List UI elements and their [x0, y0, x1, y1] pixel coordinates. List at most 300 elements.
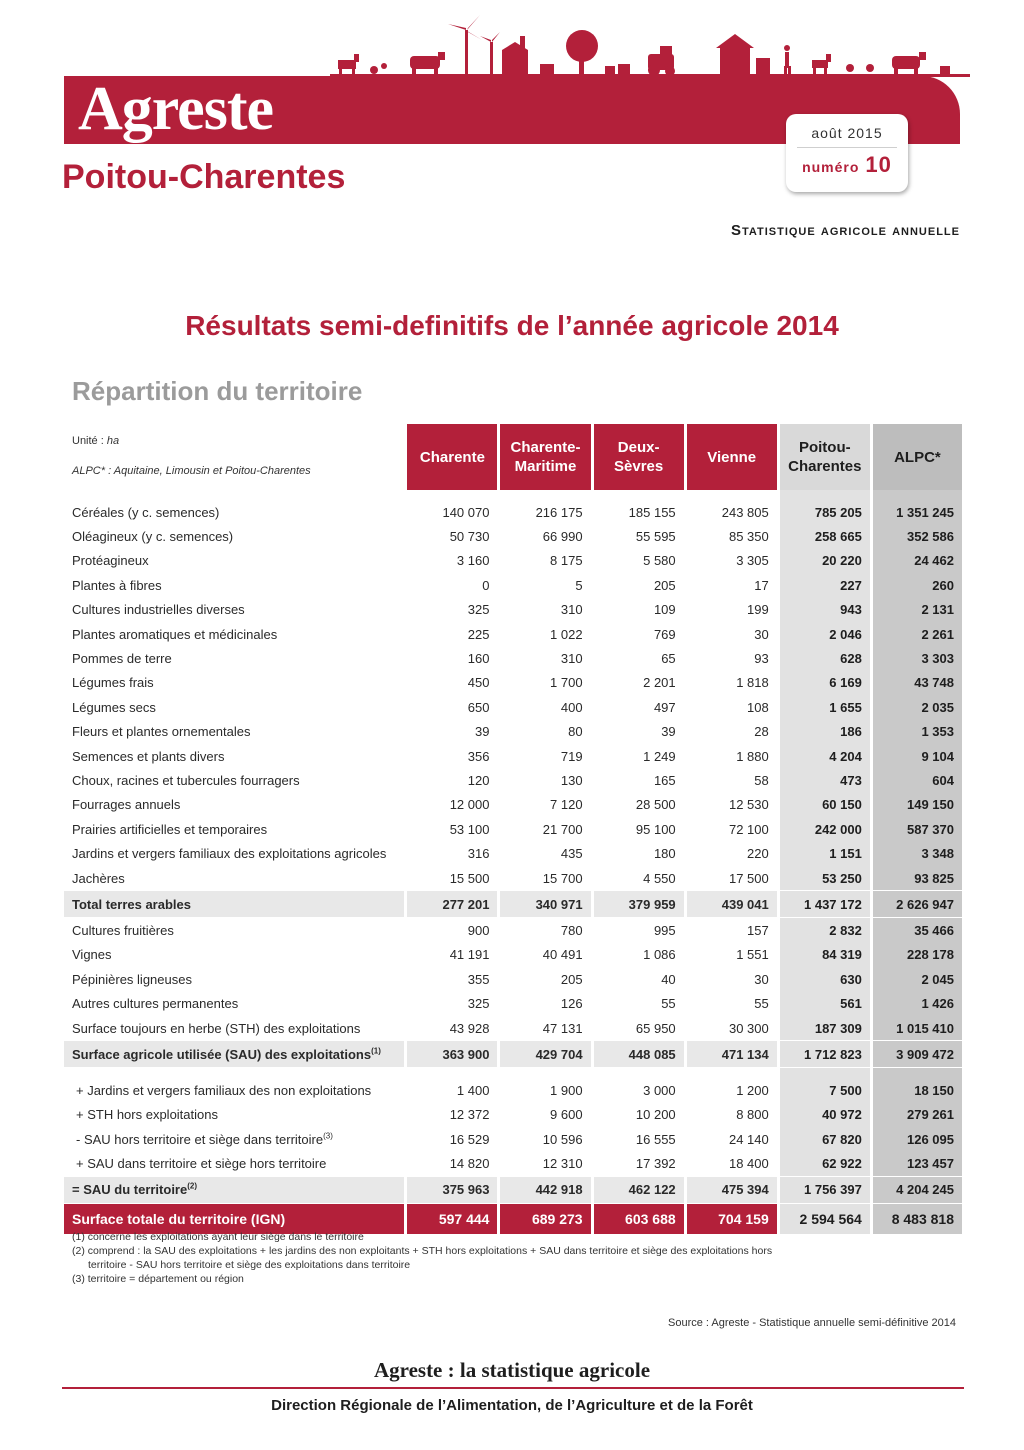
- spacer-cell: [777, 490, 870, 500]
- cell-charente-maritime: 10 596: [542, 1131, 583, 1147]
- table-row: [64, 967, 962, 991]
- row-label-text: Légumes secs: [72, 699, 156, 715]
- column-header-vienne: Vienne: [684, 424, 777, 490]
- cell-alpc: 24 462: [870, 549, 962, 573]
- cell-deux-sevres: 10 200: [635, 1107, 676, 1123]
- row-label: [64, 1176, 404, 1204]
- cell-alpc: 9 104: [870, 744, 962, 768]
- row-label: [64, 793, 404, 817]
- row-label-text: Surface toujours en herbe (STH) des exploitations: [72, 1020, 361, 1036]
- cell-poitou-charentes: 53 250: [777, 866, 870, 890]
- cell-deux-sevres: 40: [661, 971, 676, 987]
- issue-date: août 2015: [811, 125, 883, 141]
- cell-charente: 316: [467, 846, 490, 862]
- cell-charente: 53 100: [449, 821, 490, 837]
- table-row: [64, 817, 962, 841]
- row-label: [64, 918, 404, 942]
- row-label: [64, 622, 404, 646]
- cell-alpc: 3 909 472: [870, 1040, 962, 1068]
- cell-alpc: 8 483 818: [870, 1204, 962, 1234]
- cell-charente: 16 529: [449, 1131, 490, 1147]
- cell-charente-maritime: 310: [560, 651, 583, 667]
- spacer-cell: [404, 1068, 497, 1078]
- cell-vienne: 1 880: [736, 748, 769, 764]
- cell-poitou-charentes: 258 665: [777, 524, 870, 548]
- row-label: [64, 943, 404, 967]
- table-row: [64, 890, 962, 918]
- row-label-text: Cultures industrielles diverses: [72, 602, 245, 618]
- footnotes: [72, 1230, 892, 1286]
- cell-deux-sevres: 95 100: [635, 821, 676, 837]
- cell-poitou-charentes: 242 000: [777, 817, 870, 841]
- cell-poitou-charentes: 1 655: [777, 695, 870, 719]
- spacer-cell: [497, 1068, 590, 1078]
- table-row: [64, 549, 962, 573]
- table-row: [64, 918, 962, 942]
- spacer-cell: [497, 490, 590, 500]
- cell-deux-sevres: 4 550: [643, 870, 676, 886]
- cell-charente: 140 070: [442, 504, 490, 520]
- cell-alpc: 126 095: [870, 1127, 962, 1151]
- cell-deux-sevres: 3 000: [643, 1082, 676, 1098]
- row-label: [64, 524, 404, 548]
- cell-deux-sevres: 180: [653, 846, 676, 862]
- cell-deux-sevres: 995: [653, 922, 676, 938]
- row-label-text: Fleurs et plantes ornementales: [72, 724, 251, 740]
- cell-charente: 375 963: [404, 1176, 497, 1204]
- cell-charente-maritime: 435: [560, 846, 583, 862]
- cell-vienne: 108: [747, 699, 769, 715]
- row-label: [64, 598, 404, 622]
- cell-deux-sevres: 39: [661, 724, 676, 740]
- cell-charente: 355: [467, 971, 490, 987]
- cell-alpc: 35 466: [870, 918, 962, 942]
- row-label-text: + STH hors exploitations: [76, 1107, 218, 1123]
- cell-charente-maritime: 442 918: [497, 1176, 590, 1204]
- row-label-text: Total terres arables: [72, 896, 191, 912]
- table-spacer: [64, 490, 962, 500]
- cell-poitou-charentes: 1 437 172: [777, 890, 870, 918]
- cell-alpc: 18 150: [870, 1078, 962, 1102]
- cell-charente: 1 400: [456, 1082, 490, 1098]
- cell-poitou-charentes: 1 712 823: [777, 1040, 870, 1068]
- cell-deux-sevres: 2 201: [643, 675, 676, 691]
- cell-alpc: 260: [870, 573, 962, 597]
- cell-vienne: 24 140: [728, 1131, 769, 1147]
- cell-alpc: 2 131: [870, 598, 962, 622]
- cell-charente: 3 160: [456, 553, 490, 569]
- cell-charente-maritime: 719: [560, 748, 583, 764]
- cell-poitou-charentes: 67 820: [777, 1127, 870, 1151]
- row-label-text: = SAU du territoire: [72, 1182, 188, 1198]
- cell-charente: 12 372: [449, 1107, 490, 1123]
- table-spacer: [64, 1068, 962, 1078]
- cell-deux-sevres: 205: [653, 577, 676, 593]
- footnote-marker: (1): [371, 1046, 381, 1056]
- cell-deux-sevres: 65: [661, 651, 676, 667]
- spacer-cell: [777, 1068, 870, 1078]
- table-row: [64, 793, 962, 817]
- cell-charente-maritime: 1 700: [550, 675, 583, 691]
- row-label: [64, 720, 404, 744]
- cell-vienne: 85 350: [728, 529, 769, 545]
- cell-deux-sevres: 16 555: [635, 1131, 676, 1147]
- cell-poitou-charentes: 62 922: [777, 1151, 870, 1175]
- cell-vienne: 3 305: [736, 553, 769, 569]
- unit-label: Unité :: [72, 435, 104, 447]
- cell-charente-maritime: 66 990: [542, 529, 583, 545]
- cell-poitou-charentes: 1 151: [777, 841, 870, 865]
- cell-vienne: 28: [754, 724, 769, 740]
- cell-charente-maritime: 429 704: [497, 1040, 590, 1068]
- cell-vienne: 12 530: [728, 797, 769, 813]
- spacer-cell: [591, 490, 684, 500]
- cell-deux-sevres: 165: [653, 772, 676, 788]
- table-row: [64, 695, 962, 719]
- alpc-note: ALPC* : Aquitaine, Limousin et Poitou-Charentes: [72, 465, 311, 477]
- cell-charente-maritime: 5: [575, 577, 583, 593]
- row-label-text: Semences et plants divers: [72, 748, 225, 764]
- footnote-marker: (3): [323, 1131, 333, 1141]
- row-label: [64, 1151, 404, 1175]
- issue-divider: [797, 147, 897, 148]
- cell-alpc: 2 045: [870, 967, 962, 991]
- cell-vienne: 1 551: [736, 947, 769, 963]
- cell-alpc: 1 353: [870, 720, 962, 744]
- cell-alpc: 123 457: [870, 1151, 962, 1175]
- row-label: [64, 866, 404, 890]
- cell-deux-sevres: 28 500: [635, 797, 676, 813]
- table-row: [64, 991, 962, 1015]
- row-label: [64, 1103, 404, 1127]
- row-label-text: Légumes frais: [72, 675, 154, 691]
- cell-charente: 225: [467, 626, 490, 642]
- cell-charente-maritime: 689 273: [497, 1204, 590, 1234]
- unit-header-cell: [64, 424, 404, 490]
- table-row: [64, 943, 962, 967]
- cell-poitou-charentes: 187 309: [777, 1016, 870, 1040]
- cell-charente: 0: [482, 577, 490, 593]
- cell-charente-maritime: 310: [560, 602, 583, 618]
- cell-poitou-charentes: 2 832: [777, 918, 870, 942]
- cell-deux-sevres: 17 392: [635, 1156, 676, 1172]
- cell-poitou-charentes: 186: [777, 720, 870, 744]
- cell-vienne: 72 100: [728, 821, 769, 837]
- table-row: [64, 841, 962, 865]
- cell-alpc: 279 261: [870, 1103, 962, 1127]
- cell-alpc: 2 035: [870, 695, 962, 719]
- cell-poitou-charentes: 943: [777, 598, 870, 622]
- cell-charente: 160: [467, 651, 490, 667]
- issue-label: numéro: [802, 159, 860, 175]
- column-header-charente-maritime: Charente-Maritime: [497, 424, 590, 490]
- cell-poitou-charentes: 40 972: [777, 1103, 870, 1127]
- spacer-cell: [64, 1068, 404, 1078]
- cell-charente: 900: [467, 922, 490, 938]
- spacer-cell: [64, 490, 404, 500]
- cell-vienne: 704 159: [684, 1204, 777, 1234]
- cell-alpc: 352 586: [870, 524, 962, 548]
- cell-vienne: 30: [754, 626, 769, 642]
- cell-deux-sevres: 109: [653, 602, 676, 618]
- section-title: Répartition du territoire: [72, 376, 363, 406]
- cell-vienne: 58: [754, 772, 769, 788]
- cell-alpc: 3 303: [870, 646, 962, 670]
- table-row: [64, 500, 962, 524]
- row-label-text: Autres cultures permanentes: [72, 996, 239, 1012]
- cell-alpc: 587 370: [870, 817, 962, 841]
- cell-deux-sevres: 65 950: [635, 1020, 676, 1036]
- row-label: [64, 841, 404, 865]
- cell-deux-sevres: 603 688: [591, 1204, 684, 1234]
- table-row: [64, 671, 962, 695]
- cell-poitou-charentes: 227: [777, 573, 870, 597]
- cell-vienne: 93: [754, 651, 769, 667]
- cell-charente: 120: [467, 772, 490, 788]
- row-label: [64, 1078, 404, 1102]
- row-label-text: Choux, racines et tubercules fourragers: [72, 772, 300, 788]
- table-row: [64, 866, 962, 890]
- table-row: [64, 744, 962, 768]
- row-label-text: Jardins et vergers familiaux des exploitations agricoles: [72, 846, 387, 862]
- cell-poitou-charentes: 60 150: [777, 793, 870, 817]
- footer-organization: Direction Régionale de l’Alimentation, de l’Agriculture et de la Forêt: [271, 1397, 753, 1414]
- row-label-text: Plantes aromatiques et médicinales: [72, 626, 278, 642]
- issue-number: 10: [865, 152, 892, 177]
- cell-poitou-charentes: 4 204: [777, 744, 870, 768]
- cell-alpc: 2 261: [870, 622, 962, 646]
- footnote-3: (3) territoire = département ou région: [72, 1273, 244, 1285]
- cell-vienne: 17: [754, 577, 769, 593]
- series-title: Statistique agricole annuelle: [730, 222, 960, 239]
- cell-charente: 597 444: [404, 1204, 497, 1234]
- cell-vienne: 55: [754, 996, 769, 1012]
- row-label-text: + Jardins et vergers familiaux des non exploitations: [76, 1082, 372, 1098]
- table-row: [64, 1103, 962, 1127]
- cell-alpc: 1 351 245: [870, 500, 962, 524]
- footer-divider: [62, 1387, 964, 1389]
- cell-poitou-charentes: 785 205: [777, 500, 870, 524]
- cell-charente: 14 820: [449, 1156, 490, 1172]
- cell-poitou-charentes: 1 756 397: [777, 1176, 870, 1204]
- row-label-text: - SAU hors territoire et siège dans territoire: [76, 1131, 324, 1147]
- territory-table: [64, 424, 962, 1234]
- row-label: [64, 744, 404, 768]
- row-label-text: Surface agricole utilisée (SAU) des exploitations: [72, 1046, 372, 1062]
- cell-charente-maritime: 1 900: [550, 1082, 583, 1098]
- table-row: [64, 1176, 962, 1204]
- footnote-2-continued: territoire - SAU hors territoire et siège des exploitations dans territoire: [88, 1259, 411, 1271]
- table-row: [64, 1040, 962, 1068]
- cell-poitou-charentes: 84 319: [777, 943, 870, 967]
- footnote-2: (2) comprend : la SAU des exploitations + les jardins des non exploitants + STH hors exploitations + SAU dans territoire et siège des exploitations hors: [72, 1245, 773, 1257]
- cell-vienne: 30: [754, 971, 769, 987]
- cell-vienne: 17 500: [728, 870, 769, 886]
- row-label: [64, 500, 404, 524]
- cell-poitou-charentes: 561: [777, 991, 870, 1015]
- cell-poitou-charentes: 630: [777, 967, 870, 991]
- cell-charente: 450: [467, 675, 490, 691]
- column-header-charente: Charente: [404, 424, 497, 490]
- table-row: [64, 646, 962, 670]
- cell-deux-sevres: 55: [661, 996, 676, 1012]
- spacer-cell: [684, 1068, 777, 1078]
- row-label: [64, 671, 404, 695]
- region-title: Poitou-Charentes: [62, 158, 346, 196]
- table-row: [64, 768, 962, 792]
- row-label-text: Pépinières ligneuses: [72, 971, 192, 987]
- row-label: [64, 1016, 404, 1040]
- row-label: [64, 1127, 404, 1151]
- cell-charente-maritime: 126: [560, 996, 583, 1012]
- cell-vienne: 30 300: [728, 1020, 769, 1036]
- spacer-cell: [870, 490, 962, 500]
- cell-charente-maritime: 15 700: [542, 870, 583, 886]
- cell-charente-maritime: 780: [560, 922, 583, 938]
- cell-charente: 43 928: [449, 1020, 490, 1036]
- footnote-marker: (2): [187, 1181, 197, 1191]
- issue-number-line: [802, 152, 892, 177]
- cell-charente: 50 730: [449, 529, 490, 545]
- issue-badge: [786, 114, 908, 192]
- cell-vienne: 1 200: [736, 1082, 769, 1098]
- cell-charente: 650: [467, 699, 490, 715]
- cell-charente-maritime: 340 971: [497, 890, 590, 918]
- cell-deux-sevres: 379 959: [591, 890, 684, 918]
- footnote-1: (1) concerne les exploitations ayant leur siège dans le territoire: [72, 1231, 364, 1243]
- row-label: [64, 890, 404, 918]
- cell-vienne: 243 805: [721, 504, 769, 520]
- cell-charente-maritime: 9 600: [550, 1107, 583, 1123]
- row-label: [64, 817, 404, 841]
- row-label-text: Surface totale du territoire (IGN): [72, 1210, 286, 1227]
- cell-charente: 325: [467, 996, 490, 1012]
- cell-vienne: 199: [747, 602, 769, 618]
- table-row: [64, 1016, 962, 1040]
- cell-alpc: 93 825: [870, 866, 962, 890]
- row-label-text: + SAU dans territoire et siège hors territoire: [76, 1156, 327, 1172]
- cell-charente-maritime: 130: [560, 772, 583, 788]
- row-label: [64, 549, 404, 573]
- row-label: [64, 695, 404, 719]
- cell-vienne: 220: [747, 846, 769, 862]
- spacer-cell: [404, 490, 497, 500]
- cell-deux-sevres: 462 122: [591, 1176, 684, 1204]
- cell-poitou-charentes: 2 046: [777, 622, 870, 646]
- footer-title: Agreste : la statistique agricole: [373, 1358, 651, 1382]
- cell-alpc: 228 178: [870, 943, 962, 967]
- spacer-cell: [591, 1068, 684, 1078]
- row-label: [64, 646, 404, 670]
- cell-poitou-charentes: 6 169: [777, 671, 870, 695]
- cell-deux-sevres: 5 580: [643, 553, 676, 569]
- cell-deux-sevres: 55 595: [635, 529, 676, 545]
- cell-charente-maritime: 1 022: [550, 626, 583, 642]
- column-header-deux-sevres: Deux-Sèvres: [591, 424, 684, 490]
- cell-charente-maritime: 400: [560, 699, 583, 715]
- column-header-poitou-charentes: Poitou-Charentes: [777, 424, 870, 490]
- cell-charente: 15 500: [449, 870, 490, 886]
- row-label-text: Jachères: [72, 870, 125, 886]
- cell-poitou-charentes: 7 500: [777, 1078, 870, 1102]
- cell-charente-maritime: 47 131: [542, 1020, 583, 1036]
- cell-deux-sevres: 769: [653, 626, 676, 642]
- cell-deux-sevres: 1 086: [643, 947, 676, 963]
- page-title: Résultats semi-definitifs de l’année agricole 2014: [185, 310, 839, 341]
- cell-poitou-charentes: 2 594 564: [777, 1204, 870, 1234]
- cell-vienne: 8 800: [736, 1107, 769, 1123]
- row-label-text: Cultures fruitières: [72, 922, 174, 938]
- cell-alpc: 43 748: [870, 671, 962, 695]
- cell-poitou-charentes: 473: [777, 768, 870, 792]
- cell-charente-maritime: 40 491: [542, 947, 583, 963]
- row-label-text: Protéagineux: [72, 553, 149, 569]
- row-label-text: Pommes de terre: [72, 651, 172, 667]
- table-row: [64, 573, 962, 597]
- cell-alpc: 604: [870, 768, 962, 792]
- cell-alpc: 149 150: [870, 793, 962, 817]
- row-label-text: Plantes à fibres: [72, 577, 162, 593]
- cell-deux-sevres: 448 085: [591, 1040, 684, 1068]
- row-label-text: Céréales (y c. semences): [72, 504, 220, 520]
- cell-vienne: 157: [747, 922, 769, 938]
- spacer-cell: [684, 490, 777, 500]
- column-header-alpc: ALPC*: [870, 424, 962, 490]
- cell-charente-maritime: 216 175: [535, 504, 583, 520]
- cell-charente: 325: [467, 602, 490, 618]
- cell-alpc: 4 204 245: [870, 1176, 962, 1204]
- unit-value: ha: [106, 435, 120, 447]
- cell-charente-maritime: 205: [560, 971, 583, 987]
- cell-charente: 39: [475, 724, 490, 740]
- cell-vienne: 475 394: [684, 1176, 777, 1204]
- cell-alpc: 1 015 410: [870, 1016, 962, 1040]
- cell-charente: 356: [467, 748, 490, 764]
- table-row: [64, 1078, 962, 1102]
- cell-alpc: 2 626 947: [870, 890, 962, 918]
- cell-charente-maritime: 7 120: [550, 797, 583, 813]
- cell-charente: 277 201: [404, 890, 497, 918]
- table-row: [64, 622, 962, 646]
- cell-charente-maritime: 8 175: [550, 553, 583, 569]
- row-label: [64, 573, 404, 597]
- table-row: [64, 598, 962, 622]
- cell-poitou-charentes: 628: [777, 646, 870, 670]
- table-row: [64, 720, 962, 744]
- farm-silhouettes-icon: [330, 10, 970, 80]
- row-label-text: Fourrages annuels: [72, 797, 181, 813]
- cell-poitou-charentes: 20 220: [777, 549, 870, 573]
- table-row: [64, 1151, 962, 1175]
- cell-alpc: 1 426: [870, 991, 962, 1015]
- row-label-text: Vignes: [72, 947, 112, 963]
- table-header-row: [64, 424, 962, 490]
- cell-charente-maritime: 21 700: [542, 821, 583, 837]
- row-label-text: Oléagineux (y c. semences): [72, 529, 234, 545]
- cell-vienne: 471 134: [684, 1040, 777, 1068]
- cell-vienne: 1 818: [736, 675, 769, 691]
- source-note: Source : Agreste - Statistique annuelle semi-définitive 2014: [668, 1317, 956, 1329]
- cell-deux-sevres: 1 249: [643, 748, 676, 764]
- cell-vienne: 18 400: [728, 1156, 769, 1172]
- cell-charente-maritime: 80: [568, 724, 583, 740]
- row-label: [64, 1040, 404, 1068]
- row-label: [64, 768, 404, 792]
- cell-alpc: 3 348: [870, 841, 962, 865]
- cell-deux-sevres: 185 155: [628, 504, 676, 520]
- cell-charente: 41 191: [449, 947, 490, 963]
- cell-deux-sevres: 497: [653, 699, 676, 715]
